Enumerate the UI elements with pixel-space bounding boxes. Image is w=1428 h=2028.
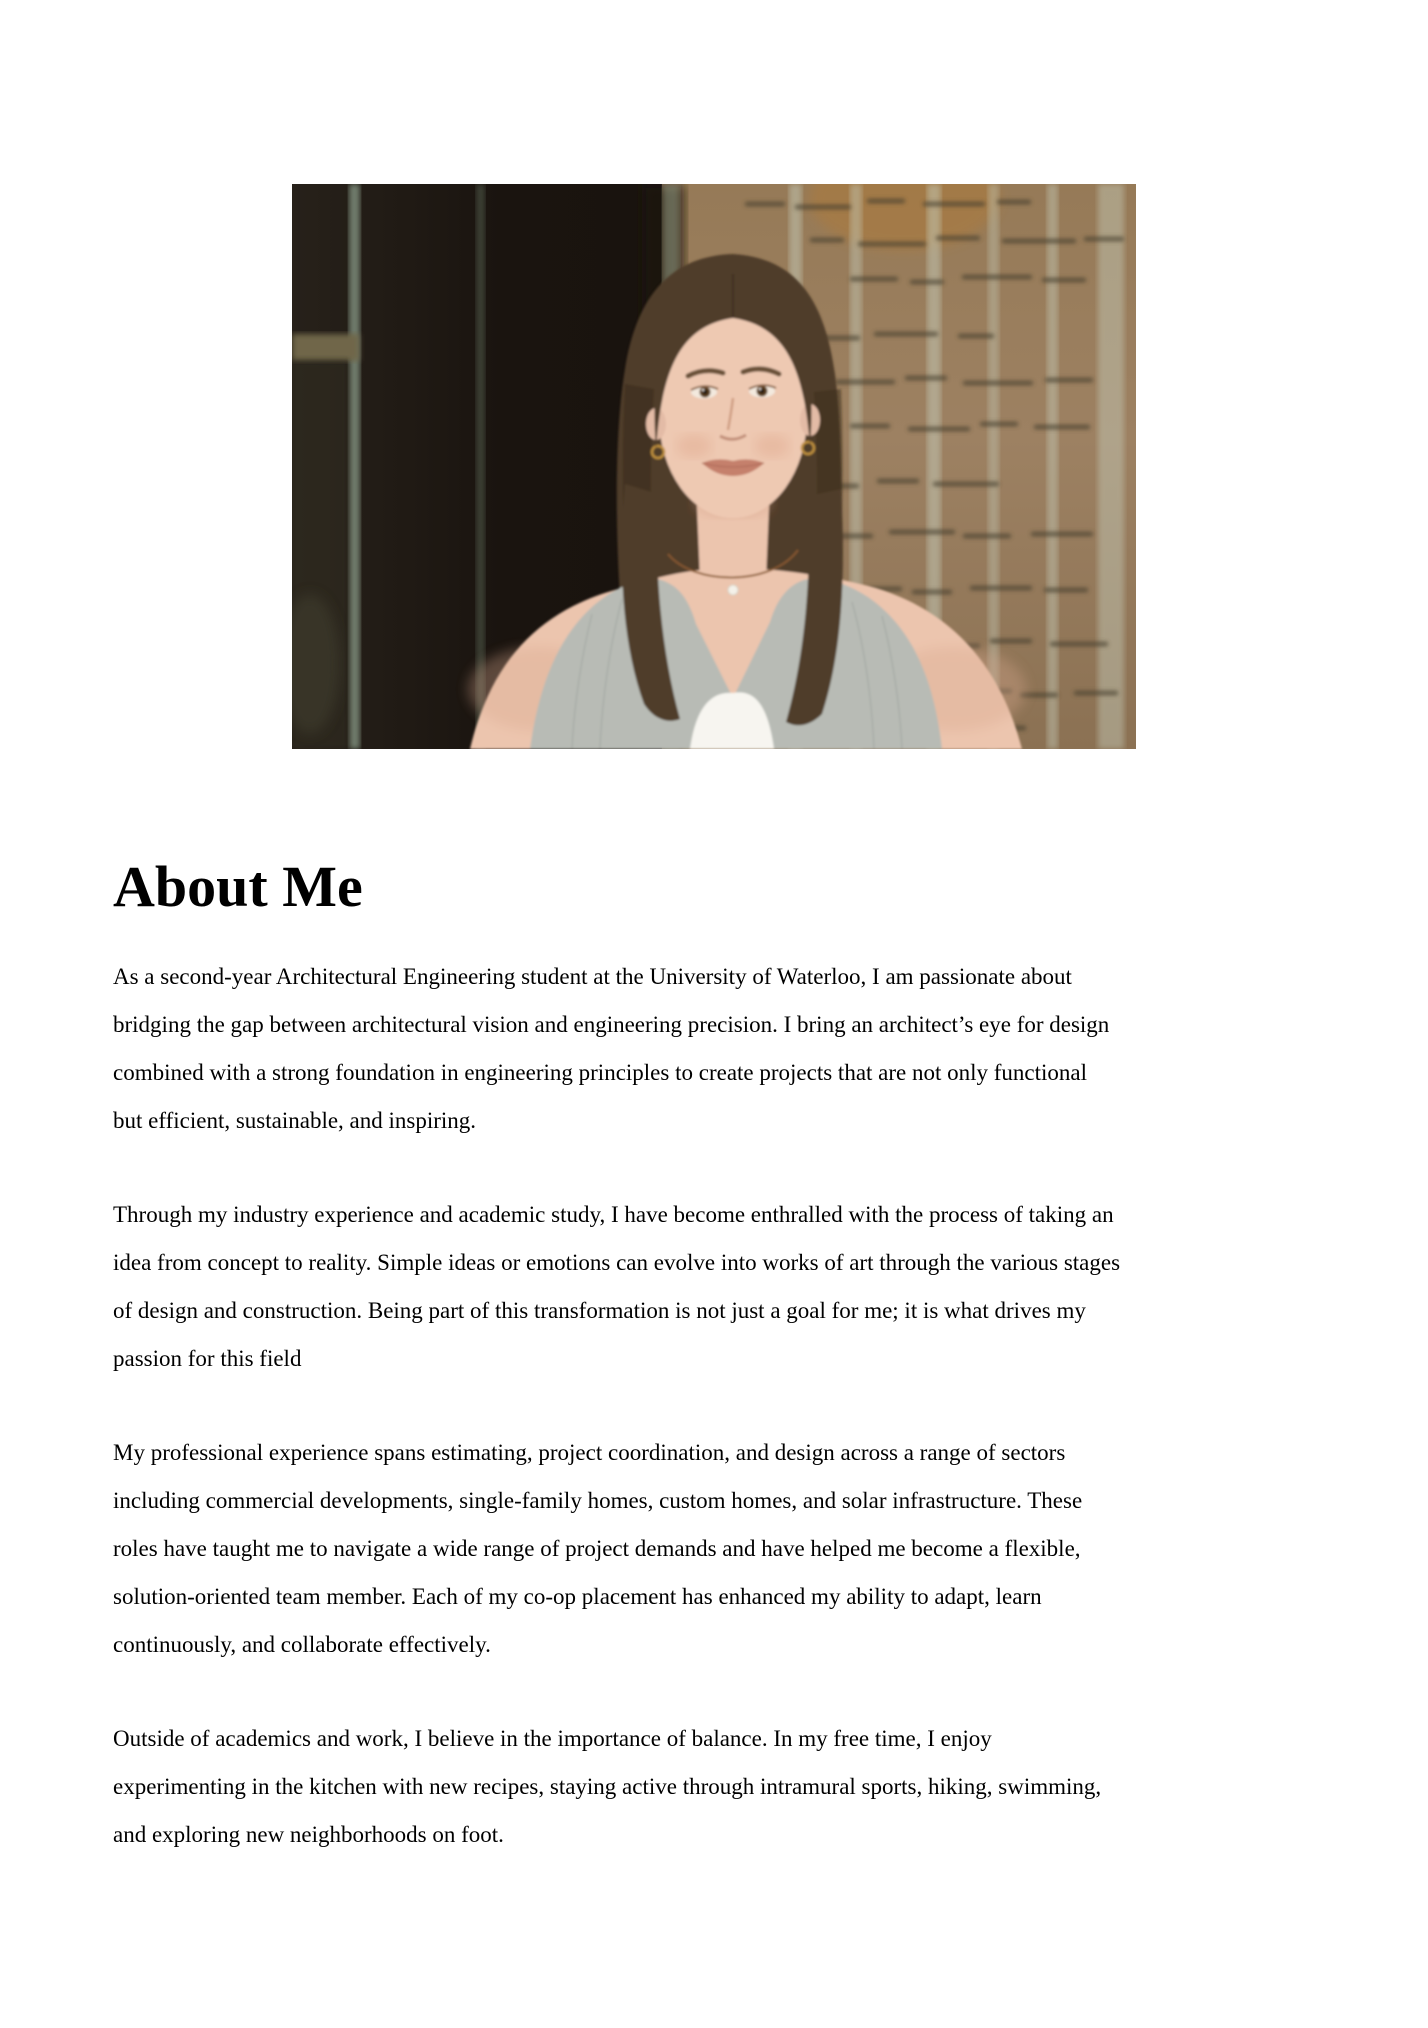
- text-line: Outside of academics and work, I believe in the importance of balance. In my free time, I enjoy: [113, 1726, 992, 1751]
- pearl-pendant: [728, 585, 738, 595]
- paragraph: [113, 1429, 1315, 1669]
- text-line: of design and construction. Being part of this transformation is not just a goal for me; it is what drives my: [113, 1298, 1086, 1323]
- text-line: including commercial developments, single-family homes, custom homes, and solar infrastructure. These: [113, 1488, 1083, 1513]
- text-line: bridging the gap between architectural vision and engineering precision. I bring an architect’s eye for design: [113, 1012, 1110, 1037]
- text-line: As a second-year Architectural Engineering student at the University of Waterloo, I am passionate about: [113, 964, 1072, 989]
- text-line: combined with a strong foundation in engineering principles to create projects that are not only functional: [113, 1060, 1088, 1085]
- text-line: passion for this field: [113, 1346, 302, 1371]
- text-line: and exploring new neighborhoods on foot.: [113, 1822, 504, 1847]
- paragraph: [113, 1191, 1315, 1383]
- text-line: Through my industry experience and academic study, I have become enthralled with the process of taking an: [113, 1202, 1114, 1227]
- profile-photo: [292, 184, 1136, 749]
- text-line: solution-oriented team member. Each of my co-op placement has enhanced my ability to adapt, learn: [113, 1584, 1042, 1609]
- about-text: [113, 953, 1315, 1859]
- text-line: continuously, and collaborate effectively.: [113, 1632, 491, 1657]
- portrait-illustration: [292, 184, 1136, 749]
- text-line: but efficient, sustainable, and inspiring.: [113, 1108, 477, 1133]
- text-line: experimenting in the kitchen with new recipes, staying active through intramural sports, hiking, swimming,: [113, 1774, 1102, 1799]
- text-line: roles have taught me to navigate a wide range of project demands and have helped me become a flexible,: [113, 1536, 1081, 1561]
- text-line: idea from concept to reality. Simple ideas or emotions can evolve into works of art through the various stages: [113, 1250, 1121, 1275]
- paragraph: [113, 953, 1315, 1145]
- text-line: My professional experience spans estimating, project coordination, and design across a range of sectors: [113, 1440, 1066, 1465]
- page-title: About Me: [113, 854, 363, 919]
- paragraph: [113, 1715, 1315, 1859]
